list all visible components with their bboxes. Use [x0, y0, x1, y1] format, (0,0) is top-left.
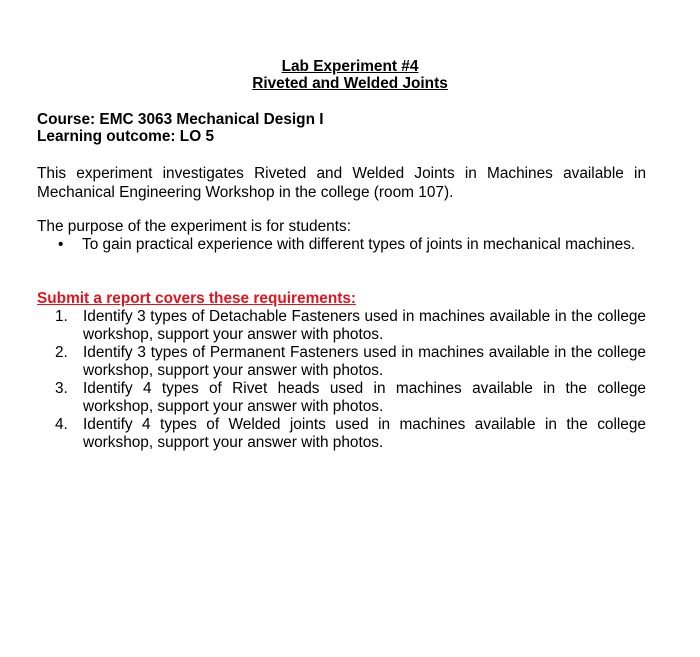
requirement-number: 1. — [55, 308, 68, 325]
requirement-text: Identify 3 types of Detachable Fasteners used in machines available in the college workshop, support your answer with photos. — [83, 308, 646, 343]
learning-outcome-line: Learning outcome: LO 5 — [37, 128, 215, 145]
course-line: Course: EMC 3063 Mechanical Design I — [37, 111, 324, 128]
document-title-line-1: Lab Experiment #4 — [281, 58, 419, 75]
purpose-bullet-text: To gain practical experience with different types of joints in mechanical machines. — [82, 236, 636, 253]
requirement-number: 3. — [55, 380, 68, 397]
bullet-icon: • — [58, 236, 64, 253]
requirement-number: 4. — [55, 416, 68, 433]
requirement-number: 2. — [55, 344, 68, 361]
intro-paragraph: This experiment investigates Riveted and Welded Joints in Machines available in Mechanical Engineering Workshop in the college (room 107). — [37, 165, 646, 201]
purpose-heading: The purpose of the experiment is for students: — [37, 218, 351, 235]
requirements-heading: Submit a report covers these requirements: — [37, 290, 357, 307]
document-title-line-2: Riveted and Welded Joints — [252, 75, 448, 92]
requirement-text: Identify 3 types of Permanent Fasteners used in machines available in the college workshop, support your answer with photos. — [83, 344, 646, 379]
requirement-text: Identify 4 types of Rivet heads used in machines available in the college workshop, support your answer with photos. — [83, 380, 646, 415]
requirement-text: Identify 4 types of Welded joints used in machines available in the college workshop, support your answer with photos. — [83, 416, 646, 451]
